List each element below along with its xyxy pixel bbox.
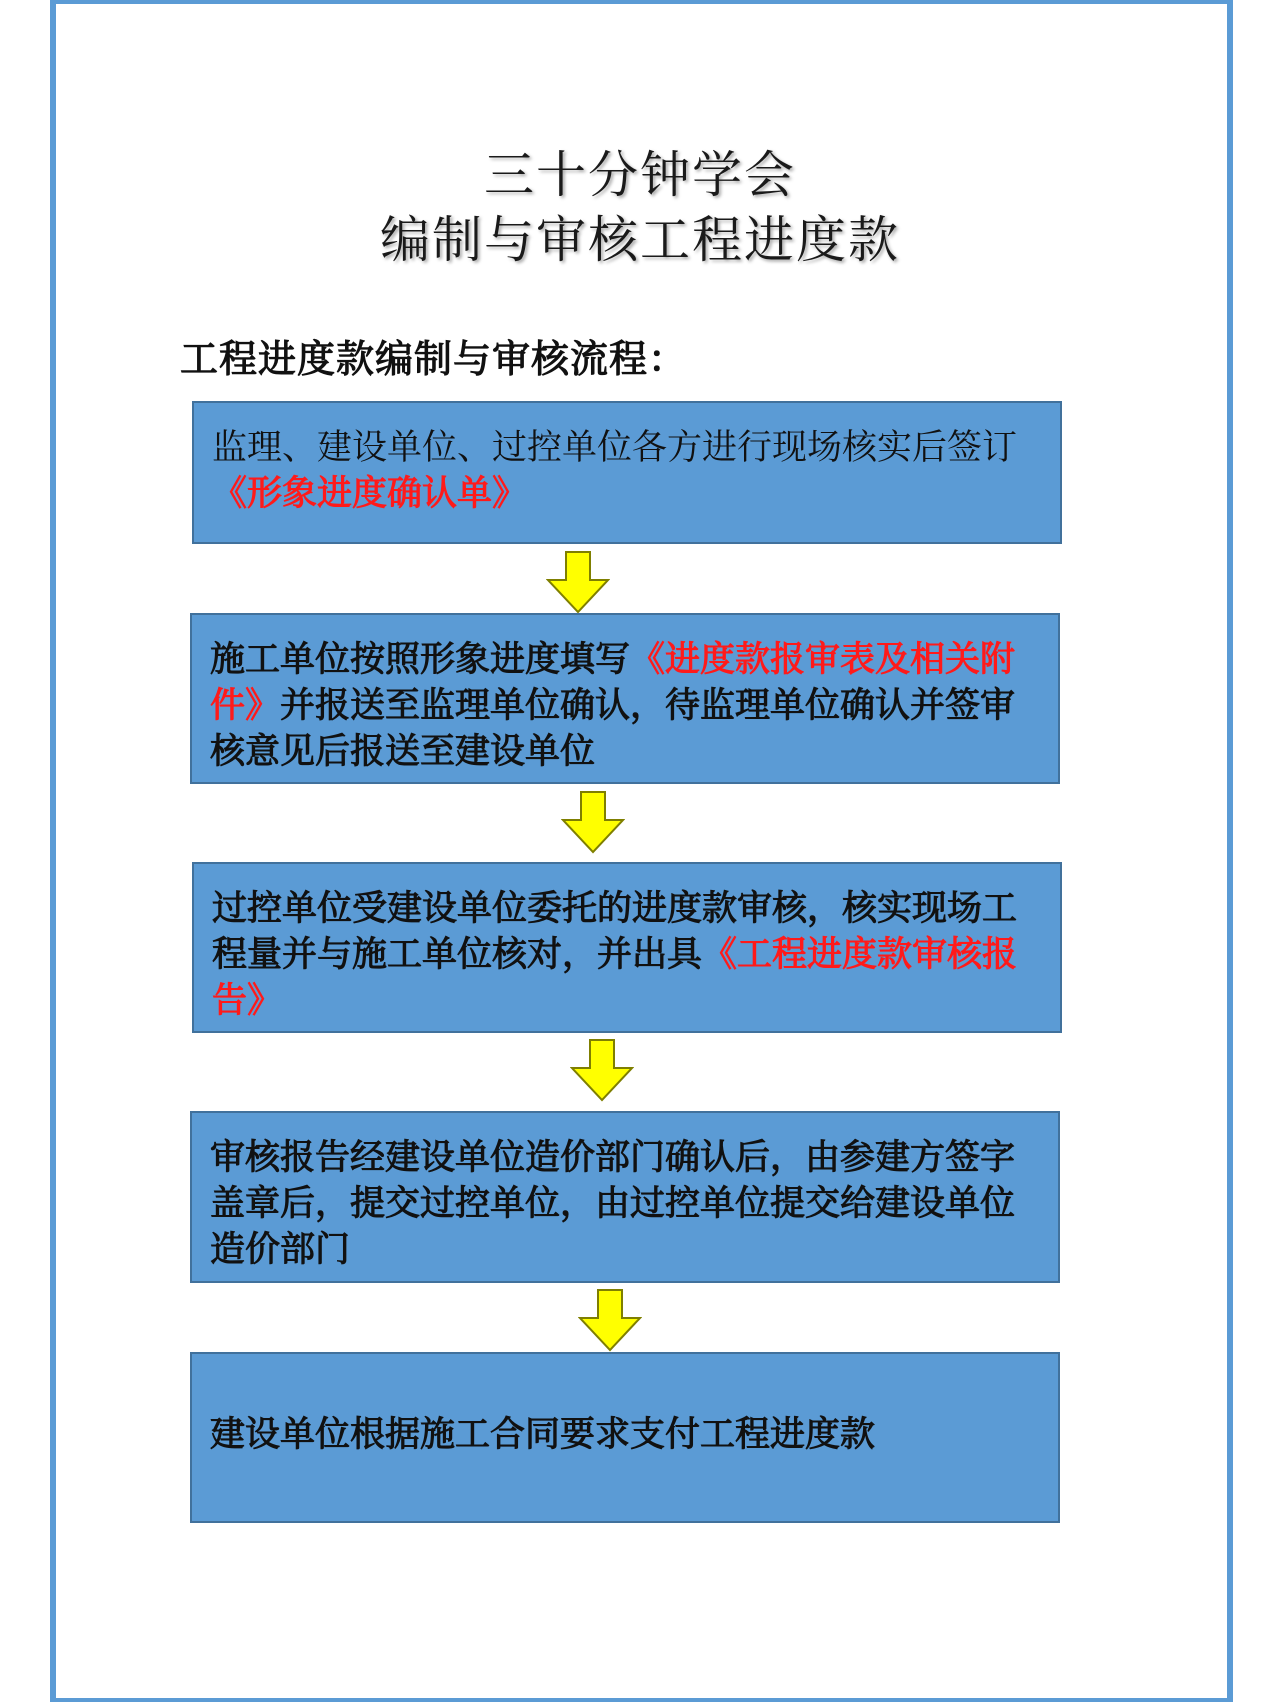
page-title-line2: 编制与审核工程进度款 (380, 211, 900, 269)
flow-step-3-text: 过控单位受建设单位委托的进度款审核，核实现场工程量并与施工单位核对，并出具 (212, 889, 1018, 975)
flow-step-2-after: 并报送至监理单位确认，待监理单位确认并签审核意见后报送至建设单位 (210, 686, 1016, 772)
flow-step-3-highlight: 《工程进度款审核报告》 (212, 935, 1018, 1021)
flow-step-3 (192, 862, 1062, 1033)
flow-step-2 (190, 613, 1060, 784)
flow-step-2-text: 施工单位按照形象进度填写 (210, 640, 631, 680)
flow-step-4-text: 审核报告经建设单位造价部门确认后，由参建方签字盖章后，提交过控单位，由过控单位提交给建设单位造价部门 (210, 1138, 1016, 1270)
page-title-line1: 三十分钟学会 (484, 146, 796, 204)
down-arrow-icon (546, 550, 610, 614)
flow-step-5 (190, 1352, 1060, 1523)
flow-step-1-highlight: 《形象进度确认单》 (212, 474, 528, 514)
down-arrow-icon (561, 790, 625, 854)
down-arrow-icon (570, 1038, 634, 1102)
down-arrow-icon (578, 1288, 642, 1352)
flow-step-4 (190, 1111, 1060, 1283)
section-heading: 工程进度款编制与审核流程： (180, 337, 688, 381)
flow-step-1 (192, 401, 1062, 544)
flow-step-2-highlight: 《进度款报审表及相关附件》 (210, 640, 1016, 726)
flow-step-1-text: 监理、建设单位、过控单位各方进行现场核实后签订 (212, 428, 1018, 468)
flow-step-5-text: 建设单位根据施工合同要求支付工程进度款 (210, 1415, 876, 1455)
